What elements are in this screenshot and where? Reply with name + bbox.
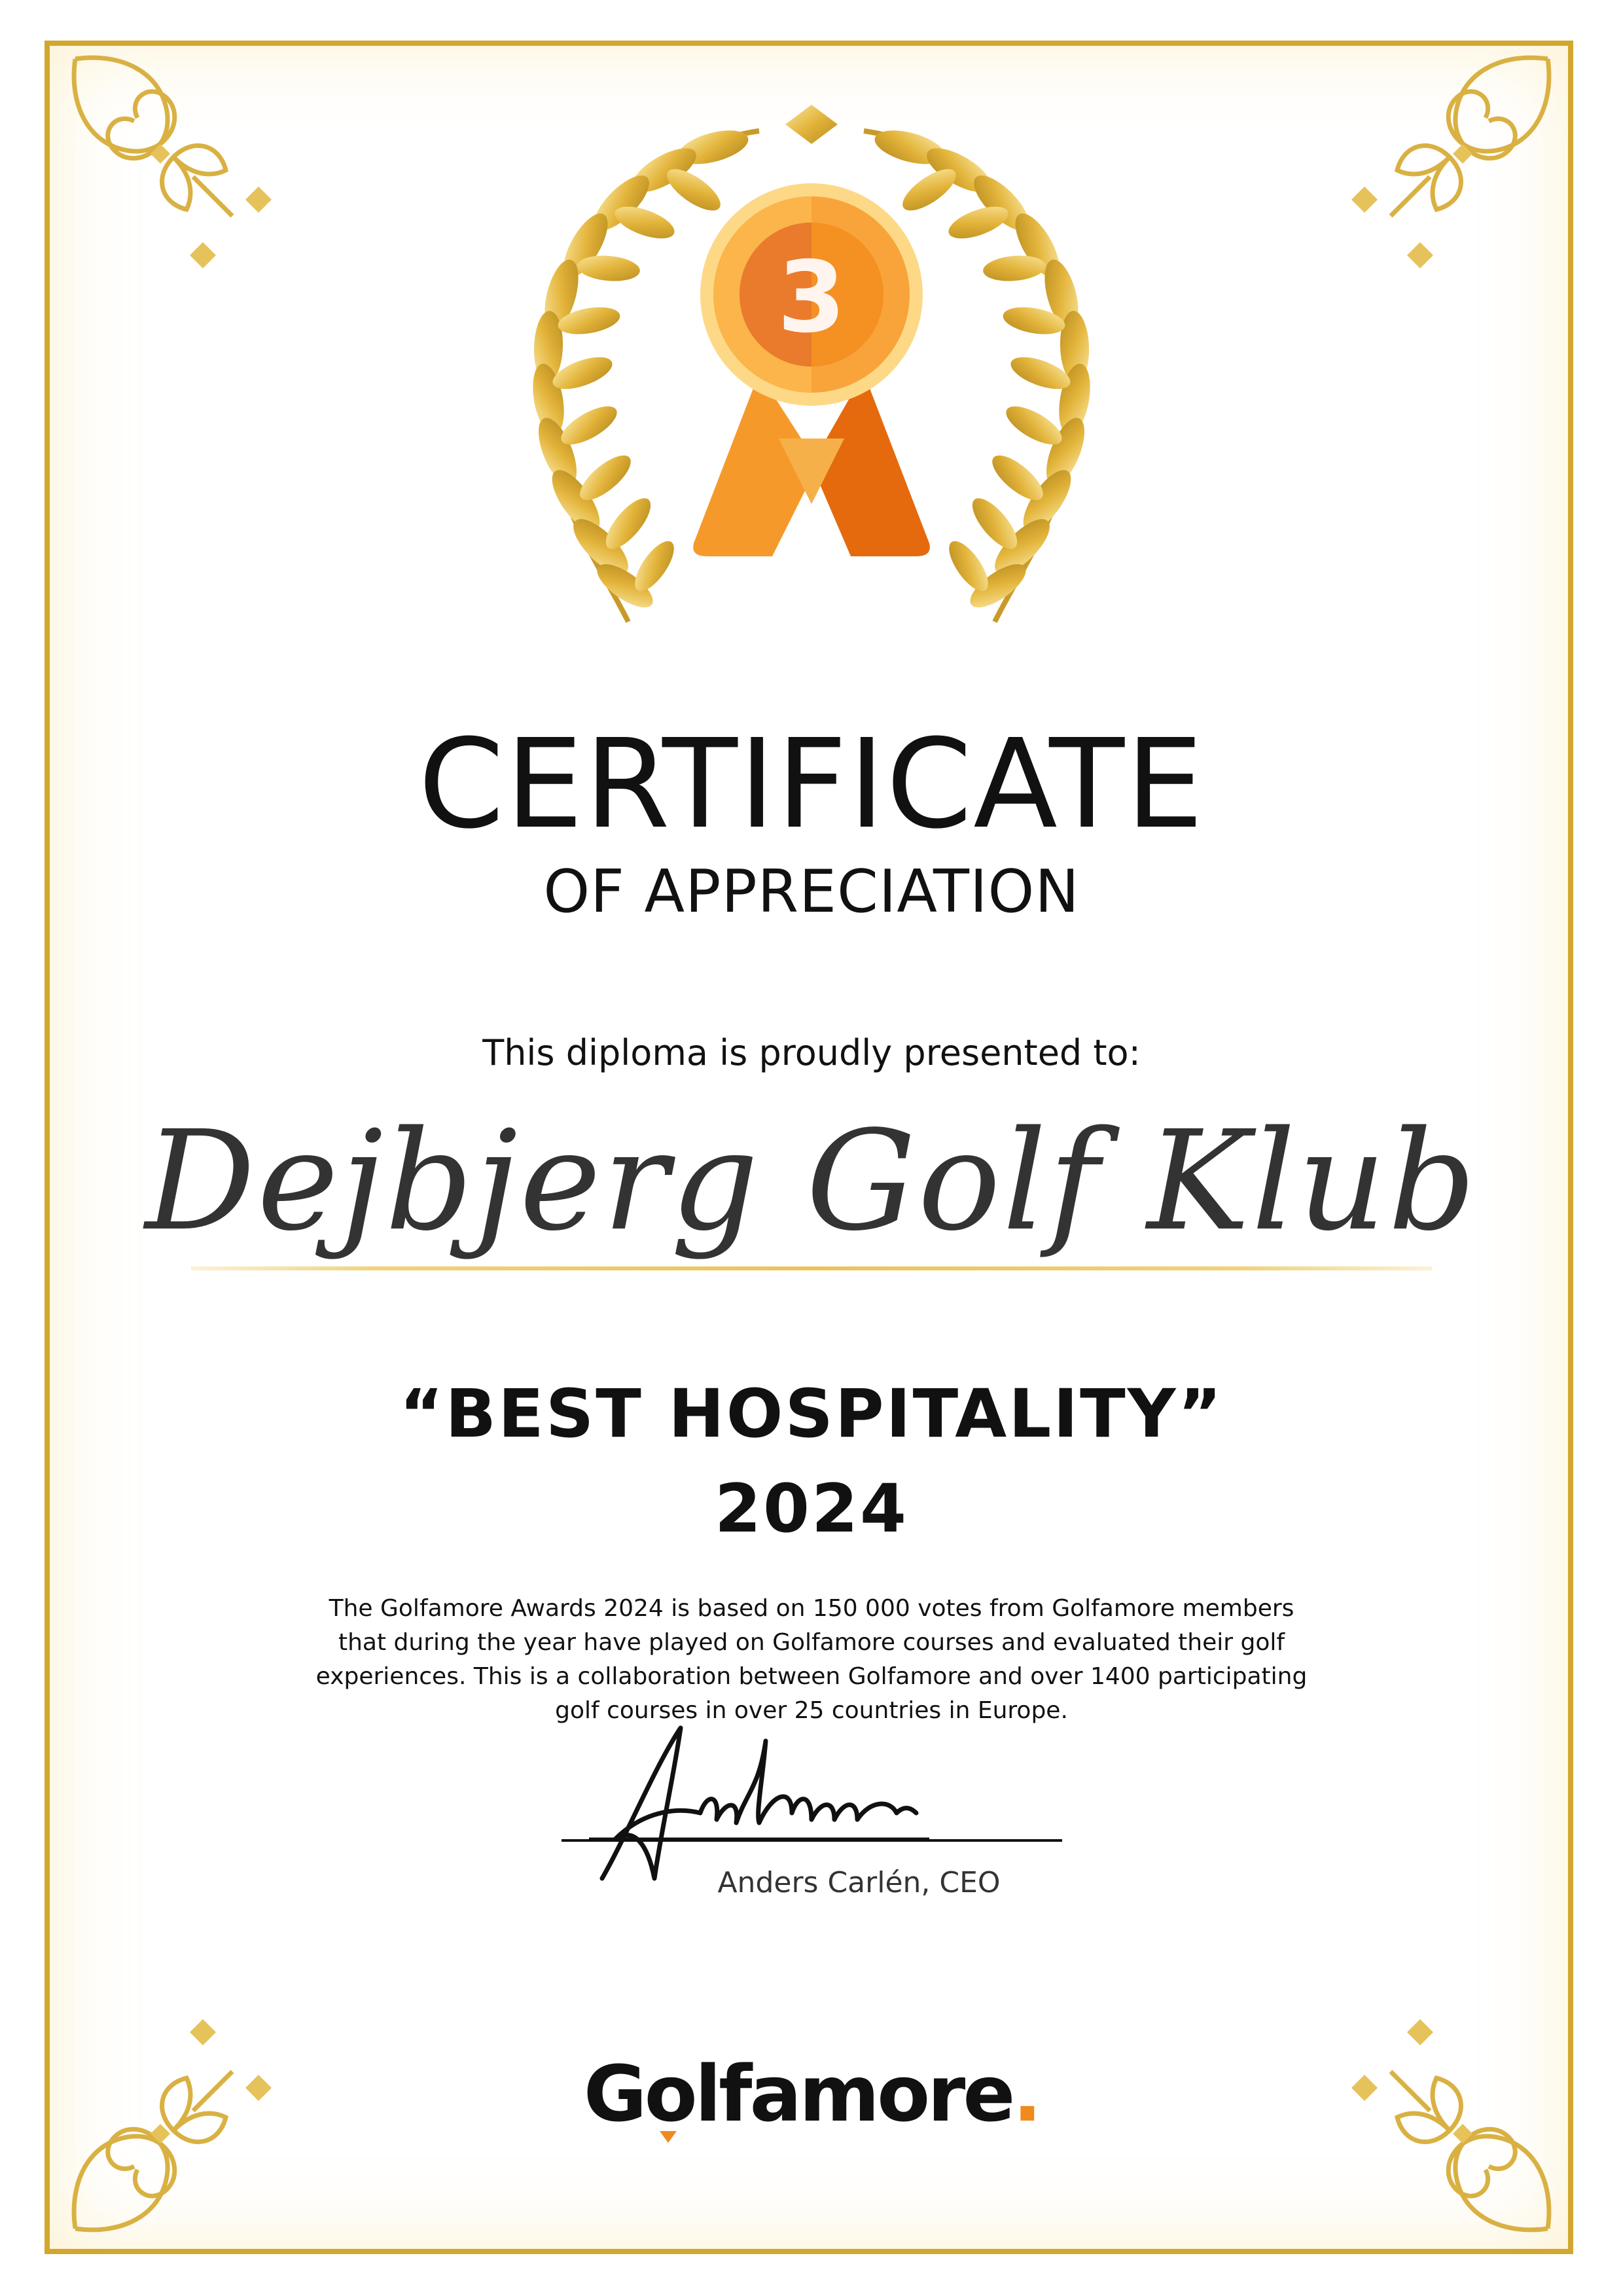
laurel-wreath-icon [497, 98, 1126, 641]
recipient-name: Dejbjerg Golf Klub [145, 1101, 1478, 1261]
medal-number: 3 [777, 241, 846, 355]
signer-name: Anders Carlén, CEO [717, 1866, 1001, 1899]
certificate-subtitle: OF APPRECIATION [543, 857, 1080, 926]
recipient-underline [191, 1266, 1432, 1270]
corner-ornament-icon [62, 46, 285, 268]
logo-tee-icon [660, 2131, 677, 2143]
signature-line [562, 1839, 1062, 1842]
certificate-title: CERTIFICATE [418, 713, 1205, 856]
medal-icon [693, 183, 930, 556]
award-description: The Golfamore Awards 2024 is based on 150 000 votes from Golfamore members that during the year have played on Golfamore courses and evaluated their golf experiences. This is a collaboration between Golfamore and over 1400 participating golf courses in over 25 countries in Europe. [315, 1595, 1308, 1724]
corner-ornament-icon [1338, 46, 1561, 268]
golfamore-logo [0, 2049, 1623, 2139]
logo-text: Golfamore [583, 2049, 1013, 2139]
award-year: 2024 [715, 1470, 908, 1548]
presented-to-text: This diploma is proudly presented to: [482, 1032, 1141, 1073]
logo-dot: . [1012, 2049, 1040, 2139]
award-title: “BEST HOSPITALITY” [399, 1375, 1224, 1453]
